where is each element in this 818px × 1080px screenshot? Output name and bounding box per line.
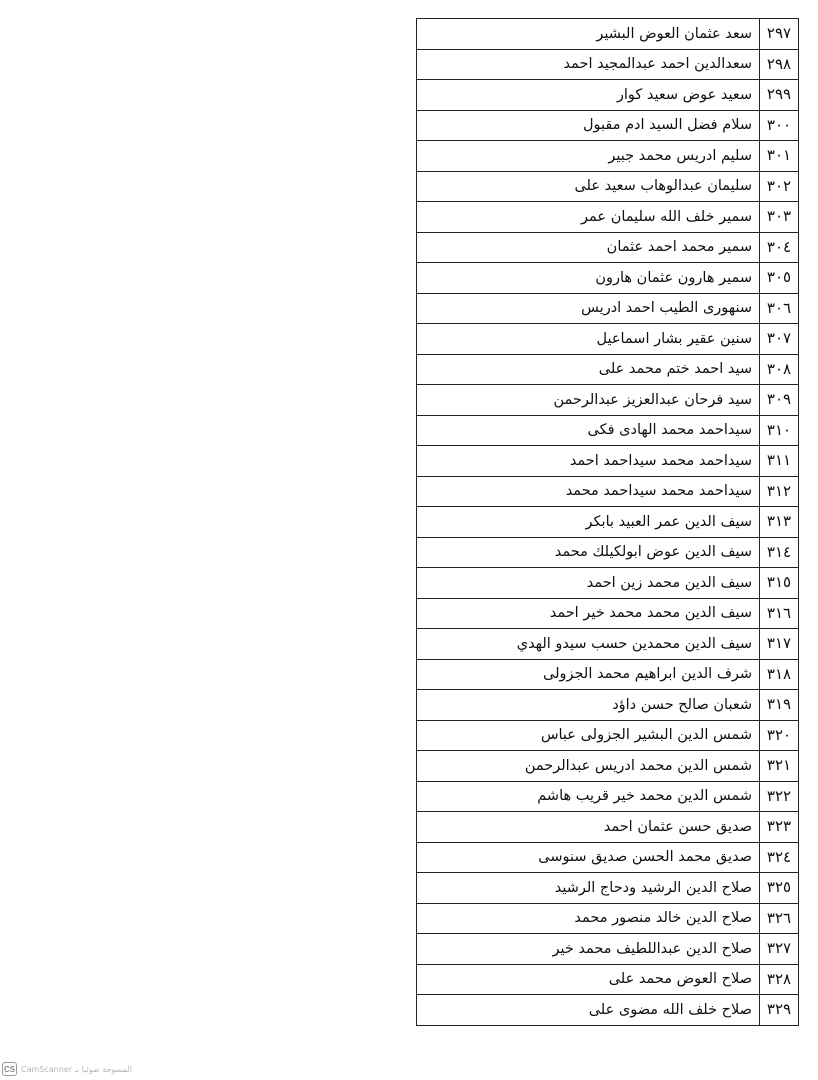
person-name-cell: صلاح العوض محمد على (417, 964, 760, 995)
person-name-cell: صلاح الدين خالد منصور محمد (417, 903, 760, 934)
person-name-cell: سعد عثمان العوض البشير (417, 19, 760, 50)
person-name-cell: سيف الدين عمر العبيد بابكر (417, 507, 760, 538)
table-row (417, 842, 799, 873)
row-number-cell: ٣١١ (760, 446, 799, 477)
table-row (417, 476, 799, 507)
person-name-cell: سيداحمد محمد سيداحمد احمد (417, 446, 760, 477)
row-number-cell: ٣٢٧ (760, 934, 799, 965)
row-number-cell: ٣١٠ (760, 415, 799, 446)
person-name-cell: صلاح الدين الرشيد ودحاج الرشيد (417, 873, 760, 904)
person-name-cell: سيف الدين محمدين حسب سيدو الهدي (417, 629, 760, 660)
person-name-cell: سنين عقير بشار اسماعيل (417, 324, 760, 355)
row-number-cell: ٢٩٩ (760, 80, 799, 111)
person-name-cell: سيف الدين عوض ابولكيلك محمد (417, 537, 760, 568)
table-row (417, 751, 799, 782)
camscanner-logo-icon: CS (2, 1062, 17, 1076)
row-number-cell: ٢٩٧ (760, 19, 799, 50)
person-name-cell: سمير محمد احمد عثمان (417, 232, 760, 263)
person-name-cell: سليم ادريس محمد جبير (417, 141, 760, 172)
table-row (417, 293, 799, 324)
row-number-cell: ٣١٤ (760, 537, 799, 568)
person-name-cell: سمير خلف الله سليمان عمر (417, 202, 760, 233)
table-row (417, 629, 799, 660)
row-number-cell: ٣٠٢ (760, 171, 799, 202)
table-row (417, 934, 799, 965)
table-row (417, 903, 799, 934)
person-name-cell: سمير هارون عثمان هارون (417, 263, 760, 294)
table-row (417, 537, 799, 568)
table-row (417, 720, 799, 751)
row-number-cell: ٣٢٨ (760, 964, 799, 995)
names-table (416, 18, 799, 1026)
row-number-cell: ٣٠٧ (760, 324, 799, 355)
row-number-cell: ٣٢٥ (760, 873, 799, 904)
row-number-cell: ٣٢٣ (760, 812, 799, 843)
table-row (417, 385, 799, 416)
person-name-cell: صديق حسن عثمان احمد (417, 812, 760, 843)
person-name-cell: سلام فضل السيد ادم مقبول (417, 110, 760, 141)
row-number-cell: ٣١٩ (760, 690, 799, 721)
person-name-cell: شمس الدين محمد خير قريب هاشم (417, 781, 760, 812)
row-number-cell: ٣١٧ (760, 629, 799, 660)
table-row (417, 415, 799, 446)
table-row (417, 446, 799, 477)
person-name-cell: سنهورى الطيب احمد ادريس (417, 293, 760, 324)
table-row (417, 232, 799, 263)
row-number-cell: ٣٠٠ (760, 110, 799, 141)
row-number-cell: ٣٢٢ (760, 781, 799, 812)
table-row (417, 659, 799, 690)
row-number-cell: ٣٠٤ (760, 232, 799, 263)
person-name-cell: سعيد عوض سعيد كوار (417, 80, 760, 111)
row-number-cell: ٣٢٦ (760, 903, 799, 934)
table-row (417, 49, 799, 80)
row-number-cell: ٣٢٩ (760, 995, 799, 1026)
person-name-cell: سيد فرحان عبدالعزيز عبدالرحمن (417, 385, 760, 416)
person-name-cell: سعدالدين احمد عبدالمجيد احمد (417, 49, 760, 80)
person-name-cell: شمس الدين محمد ادريس عبدالرحمن (417, 751, 760, 782)
person-name-cell: سيداحمد محمد الهادى فكى (417, 415, 760, 446)
person-name-cell: سليمان عبدالوهاب سعيد على (417, 171, 760, 202)
watermark-text: CamScanner المسوحة ضوئيا بـ (21, 1064, 133, 1074)
row-number-cell: ٣١٥ (760, 568, 799, 599)
table-row (417, 263, 799, 294)
row-number-cell: ٣٢١ (760, 751, 799, 782)
table-row (417, 141, 799, 172)
row-number-cell: ٣٠٨ (760, 354, 799, 385)
table-row (417, 964, 799, 995)
table-row (417, 110, 799, 141)
row-number-cell: ٣١٢ (760, 476, 799, 507)
names-table-body (417, 19, 799, 1026)
table-row (417, 354, 799, 385)
row-number-cell: ٣٠٣ (760, 202, 799, 233)
row-number-cell: ٣١٦ (760, 598, 799, 629)
row-number-cell: ٣٠٥ (760, 263, 799, 294)
table-row (417, 19, 799, 50)
table-row (417, 873, 799, 904)
person-name-cell: سيف الدين محمد زين احمد (417, 568, 760, 599)
person-name-cell: سيف الدين محمد محمد خير احمد (417, 598, 760, 629)
camscanner-watermark (2, 1061, 132, 1077)
row-number-cell: ٣٢٠ (760, 720, 799, 751)
person-name-cell: صلاح خلف الله مضوى على (417, 995, 760, 1026)
person-name-cell: صديق محمد الحسن صديق سنوسى (417, 842, 760, 873)
row-number-cell: ٣٢٤ (760, 842, 799, 873)
table-row (417, 781, 799, 812)
person-name-cell: شرف الدين ابراهيم محمد الجزولى (417, 659, 760, 690)
table-row (417, 995, 799, 1026)
table-row (417, 690, 799, 721)
table-row (417, 202, 799, 233)
row-number-cell: ٣١٣ (760, 507, 799, 538)
row-number-cell: ٣٠٩ (760, 385, 799, 416)
table-row (417, 812, 799, 843)
person-name-cell: سيداحمد محمد سيداحمد محمد (417, 476, 760, 507)
person-name-cell: سيد احمد ختم محمد على (417, 354, 760, 385)
table-row (417, 171, 799, 202)
table-row (417, 324, 799, 355)
row-number-cell: ٢٩٨ (760, 49, 799, 80)
person-name-cell: شمس الدين البشير الجزولى عباس (417, 720, 760, 751)
table-row (417, 80, 799, 111)
table-row (417, 598, 799, 629)
row-number-cell: ٣٠١ (760, 141, 799, 172)
row-number-cell: ٣١٨ (760, 659, 799, 690)
table-row (417, 507, 799, 538)
table-row (417, 568, 799, 599)
person-name-cell: شعبان صالح حسن داؤد (417, 690, 760, 721)
row-number-cell: ٣٠٦ (760, 293, 799, 324)
person-name-cell: صلاح الدين عبداللطيف محمد خير (417, 934, 760, 965)
